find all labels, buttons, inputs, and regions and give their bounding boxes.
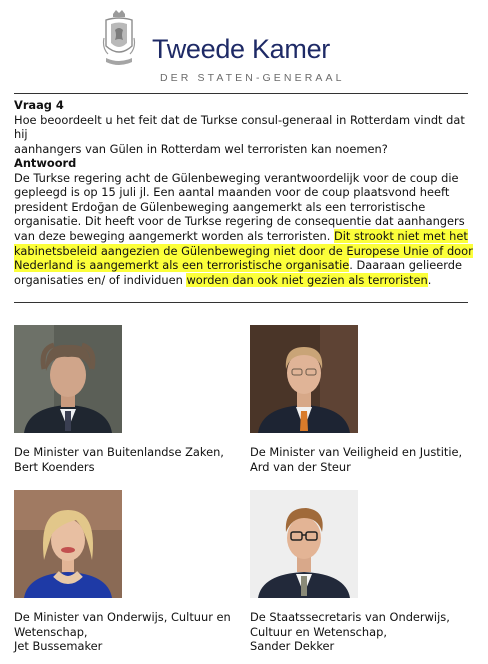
caption-role: Wetenschap, [14,624,88,639]
portrait-photo [14,325,122,433]
portrait-photo [14,490,122,598]
question-line: Hoe beoordeelt u het feit dat de Turkse consul-generaal in Rotterdam vindt dat hij [14,112,465,142]
answer-text-segment: . [427,272,432,287]
answer-line [14,244,474,259]
caption-name: Jet Bussemaker [14,639,103,654]
answer-text-segment: gepleegd is op 15 juli jl. Een aantal maanden voor de coup plaatsvond heeft [14,185,450,200]
caption-role: De Minister van Buitenlandse Zaken, [14,445,224,459]
answer-line [14,214,474,229]
caption-role: De Minister van Onderwijs, Cultuur en [14,610,231,624]
answer-text-segment: organisaties en/ of individuen [14,272,187,287]
answer-text-segment: . Daaraan gelieerde [349,258,463,273]
caption-minister [250,445,480,474]
divider-bottom [14,302,468,303]
caption-name: Ard van der Steur [250,459,351,474]
caption-minister [14,445,244,474]
highlighted-text: kabinetsbeleid aangezien de Gülenbeweging niet door de Europese Unie of door [14,243,473,258]
question-heading: Vraag 4 [14,98,64,112]
answer-line [14,258,474,273]
highlighted-text: worden dan ook niet gezien als terroristen [186,272,428,287]
coat-of-arms-icon [102,8,136,68]
brand-title: Tweede Kamer [152,34,330,64]
caption-minister [14,610,244,654]
answer-text-segment: De Turkse regering acht de Gülenbeweging verantwoordelijk voor de coup die [14,170,459,185]
question-line: aanhangers van Gülen in Rotterdam wel terroristen kan noemen? [14,141,388,156]
answer-line [14,273,474,288]
answer-text-segment: president Erdoğan de Gülenbeweging aangemerkt als een terroristische [14,199,426,214]
caption-name: Sander Dekker [250,639,335,654]
answer-text [14,171,474,288]
caption-state-secretary [250,610,480,654]
divider-top [14,93,468,94]
highlighted-text: Dit strookt niet met het [333,228,468,243]
brand-subtitle: DER STATEN-GENERAAL [160,72,345,84]
answer-text-segment: van deze beweging aangemerkt worden als terroristen. [14,228,334,243]
answer-line [14,229,474,244]
answer-line [14,185,474,200]
highlighted-text: Nederland is aangemerkt als een terroristische organisatie [14,258,350,273]
answer-line [14,200,474,215]
caption-role: Cultuur en Wetenschap, [250,624,387,639]
answer-heading: Antwoord [14,156,77,170]
answer-text-segment: organisatie. Dit heeft voor de Turkse regering de consequentie dat aanhangers [14,214,465,229]
portrait-photo [250,325,358,433]
caption-name: Bert Koenders [14,459,95,474]
question-block [14,98,474,156]
answer-block [14,156,474,287]
letterhead [0,0,488,90]
caption-role: De Minister van Veiligheid en Justitie, [250,445,463,459]
caption-role: De Staatssecretaris van Onderwijs, [250,610,450,624]
answer-line [14,171,474,186]
portrait-photo [250,490,358,598]
